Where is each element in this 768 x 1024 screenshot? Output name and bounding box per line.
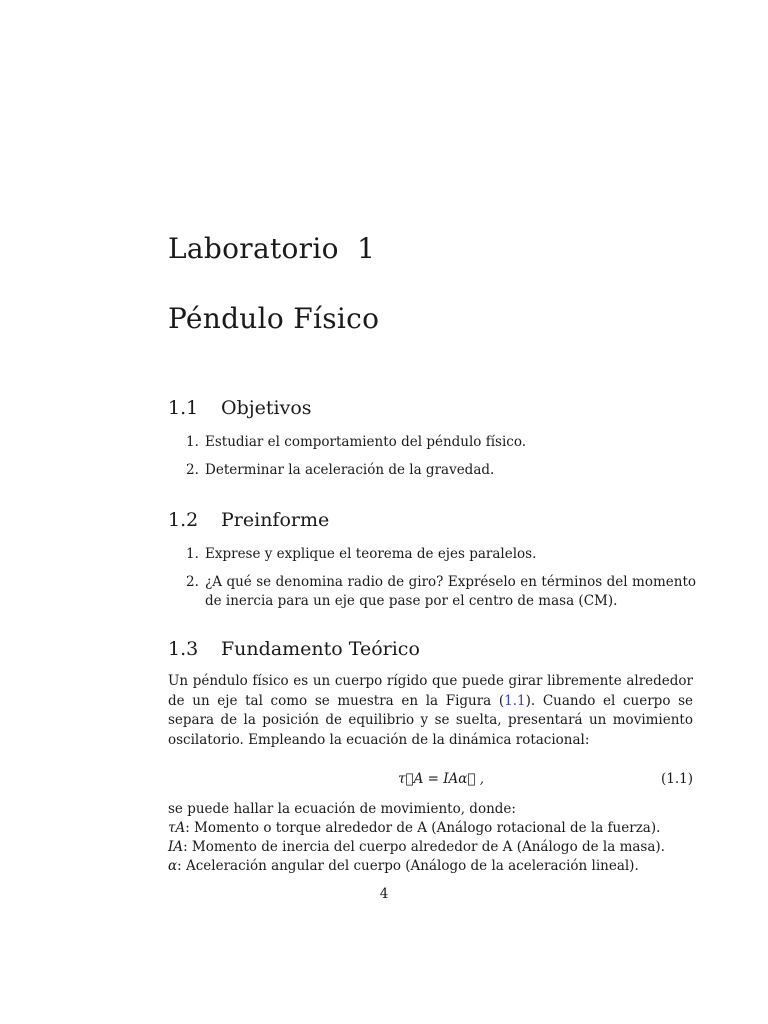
list-item — [186, 433, 696, 452]
equation-1-1 — [168, 771, 693, 793]
section-title: Preinforme — [221, 509, 330, 531]
definitions-block — [168, 800, 693, 876]
list-item-text: Exprese y explique el teorema de ejes paralelos. — [205, 546, 537, 562]
paragraph-text: ). Cuando el cuerpo se separa de la posición de equilibrio y se suelta, presentará un movimiento oscilatorio. Empleando la ecuación de la dinámica rotacional: — [168, 692, 694, 748]
section-heading-preinforme — [168, 509, 329, 531]
list-item-text: Determinar la aceleración de la gravedad. — [205, 462, 495, 478]
list-item-text: Estudiar el comportamiento del péndulo físico. — [205, 434, 527, 450]
body-paragraph — [168, 672, 693, 750]
list-item-number: 2. — [186, 574, 199, 590]
list-item-text: ¿A qué se denomina radio de giro? Expréselo en términos del momento de inercia para un eje que pase por el centro de masa (CM). — [205, 574, 696, 609]
list-item — [186, 461, 696, 480]
definition-line — [168, 857, 693, 876]
section-number: 1.1 — [168, 397, 199, 419]
definition-line — [168, 838, 693, 857]
after-equation-text: se puede hallar la ecuación de movimiento, donde: — [168, 801, 516, 817]
equation-body: τ⃗A = IAα⃗ , — [398, 771, 485, 787]
definition-text: : Momento de inercia del cuerpo alrededor de A (Análogo de la masa). — [183, 839, 665, 855]
chapter-title: Péndulo Físico — [168, 302, 380, 335]
definition-line — [168, 819, 693, 838]
equation-number: (1.1) — [660, 771, 693, 787]
section-number: 1.2 — [168, 509, 199, 531]
page-number: 4 — [379, 886, 389, 902]
section-title: Objetivos — [221, 397, 312, 419]
figure-reference-link[interactable]: 1.1 — [504, 692, 526, 709]
section-title: Fundamento Teórico — [221, 638, 420, 660]
list-item-number: 2. — [186, 462, 199, 478]
chapter-label: Laboratorio 1 — [168, 232, 376, 265]
definition-text: : Momento o torque alrededor de A (Análogo rotacional de la fuerza). — [185, 820, 661, 836]
list-item-number: 1. — [186, 434, 199, 450]
definition-symbol: IA — [168, 839, 184, 855]
section-heading-fundamento — [168, 638, 420, 660]
list-item — [186, 573, 696, 611]
definition-symbol: α — [168, 858, 178, 874]
definition-text: : Aceleración angular del cuerpo (Análogo de la aceleración lineal). — [177, 858, 639, 874]
list-item-number: 1. — [186, 546, 199, 562]
paragraph-text: Un péndulo físico es un cuerpo rígido que puede girar libremente alrededor de un eje tal como se muestra en la Figura ( — [168, 673, 693, 709]
definition-symbol: τA — [168, 820, 186, 836]
section-number: 1.3 — [168, 638, 199, 660]
section-heading-objetivos — [168, 397, 312, 419]
list-item — [186, 545, 696, 564]
